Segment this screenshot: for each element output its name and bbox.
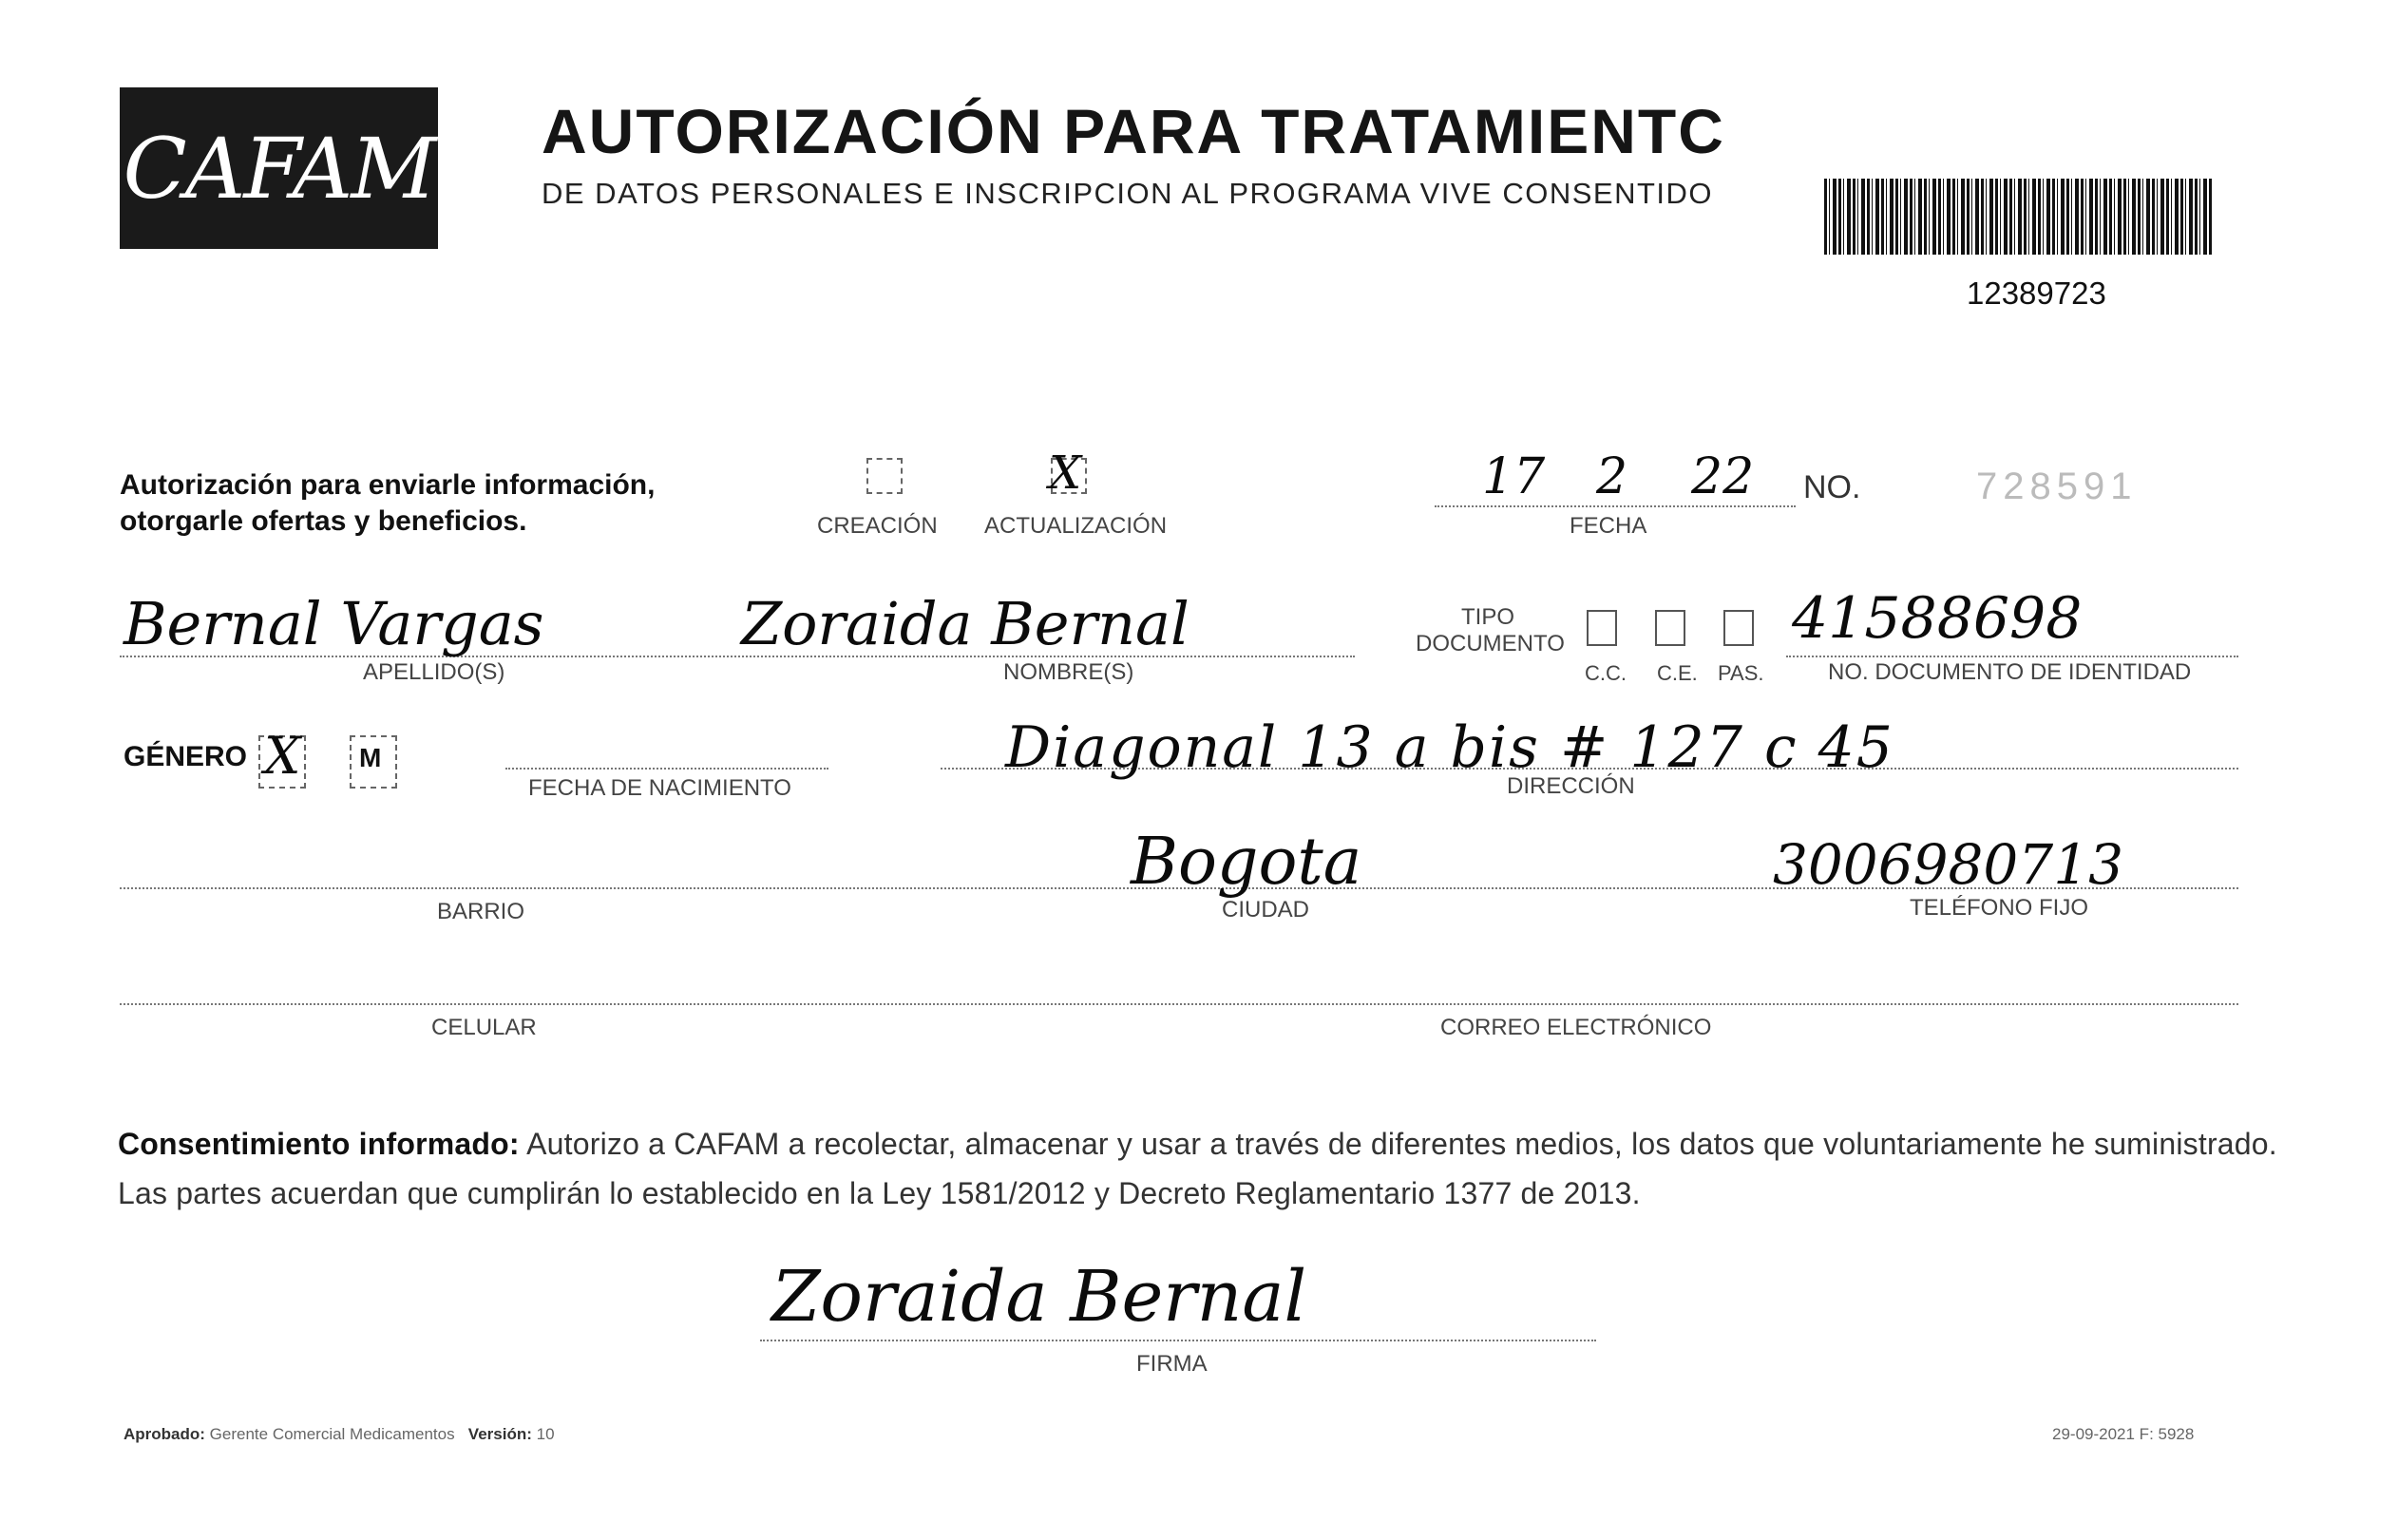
consent-text-1: Autorizo a CAFAM a recolectar, almacenar y usar a través de diferentes medios, los datos que voluntariamente he suministrado. xyxy=(519,1127,2277,1161)
actualizacion-mark: X xyxy=(1049,447,1082,500)
doc-number: 41588698 xyxy=(1792,585,2083,652)
aprobado-value: Gerente Comercial Medicamentos xyxy=(209,1425,455,1443)
apellidos-value: Bernal Vargas xyxy=(124,589,544,658)
consent-paragraph-2: Las partes acuerdan que cumplirán lo establecido en la Ley 1581/2012 y Decreto Reglamentario 1377 de 2013. xyxy=(118,1176,1641,1210)
no-value: 728591 xyxy=(1976,466,2138,507)
actualizacion-label: ACTUALIZACIÓN xyxy=(984,513,1168,539)
fecha-line xyxy=(1435,505,1796,507)
fecha-label: FECHA xyxy=(1570,513,1647,539)
contact-line xyxy=(120,1003,2238,1005)
nacimiento-line xyxy=(505,768,828,770)
ciudad-value: Bogota xyxy=(1131,825,1362,900)
nacimiento-label: FECHA DE NACIMIENTO xyxy=(528,775,791,801)
gender-f-mark: X xyxy=(264,726,301,786)
celular-label: CELULAR xyxy=(431,1015,537,1040)
tipo-label-1: TIPO xyxy=(1461,604,1515,630)
direccion-value: Diagonal 13 a bis # 127 c 45 xyxy=(1005,714,1894,781)
pas-label: PAS. xyxy=(1718,661,1764,685)
no-label: NO. xyxy=(1803,469,1861,505)
creacion-checkbox[interactable] xyxy=(866,458,903,494)
ciudad-label: CIUDAD xyxy=(1222,897,1310,922)
direccion-label: DIRECCIÓN xyxy=(1507,773,1635,799)
footer-approval xyxy=(124,1425,555,1444)
doc-label: NO. DOCUMENTO DE IDENTIDAD xyxy=(1828,659,2192,685)
cafam-logo xyxy=(120,87,438,249)
form-title: AUTORIZACIÓN PARA TRATAMIENTC xyxy=(542,96,1725,166)
signature-label: FIRMA xyxy=(1136,1351,1208,1377)
creacion-label: CREACIÓN xyxy=(817,513,938,539)
authorization-intro-line2: otorgarle ofertas y beneficios. xyxy=(120,505,527,537)
doc-line xyxy=(1786,656,2238,657)
barcode xyxy=(1824,179,2212,255)
signature-line xyxy=(760,1340,1596,1341)
telefono-value: 3006980713 xyxy=(1773,832,2124,897)
genero-label: GÉNERO xyxy=(124,741,248,772)
version-label: Versión: xyxy=(467,1425,532,1443)
signature-value: Zoraida Bernal xyxy=(771,1256,1307,1338)
pas-checkbox[interactable] xyxy=(1723,610,1754,646)
ce-label: C.E. xyxy=(1657,661,1698,685)
aprobado-label: Aprobado: xyxy=(124,1425,205,1443)
telefono-label: TELÉFONO FIJO xyxy=(1910,895,2089,921)
cc-checkbox[interactable] xyxy=(1587,610,1617,646)
apellidos-label: APELLIDO(S) xyxy=(363,659,505,685)
barcode-number: 12389723 xyxy=(1967,276,2106,311)
nombres-label: NOMBRE(S) xyxy=(1003,659,1134,685)
cc-label: C.C. xyxy=(1585,661,1627,685)
tipo-label-2: DOCUMENTO xyxy=(1416,631,1565,656)
consent-paragraph-1 xyxy=(118,1127,2277,1162)
authorization-intro-line1: Autorización para enviarle información, xyxy=(120,469,656,501)
barrio-label: BARRIO xyxy=(437,899,525,924)
footer-date-code: 29-09-2021 F: 5928 xyxy=(2052,1425,2195,1443)
form-subtitle: DE DATOS PERSONALES E INSCRIPCION AL PROGRAMA VIVE CONSENTIDO xyxy=(542,177,1714,210)
version-value: 10 xyxy=(536,1425,555,1443)
consent-heading: Consentimiento informado: xyxy=(118,1127,520,1161)
fecha-month: 2 xyxy=(1596,448,1628,505)
nombres-value: Zoraida Bernal xyxy=(741,589,1189,658)
gender-m-label: M xyxy=(359,743,382,772)
logo-text: CAFAM xyxy=(123,119,435,218)
fecha-day: 17 xyxy=(1482,448,1546,505)
fecha-year: 22 xyxy=(1691,448,1755,505)
ce-checkbox[interactable] xyxy=(1655,610,1685,646)
correo-label: CORREO ELECTRÓNICO xyxy=(1440,1015,1712,1040)
